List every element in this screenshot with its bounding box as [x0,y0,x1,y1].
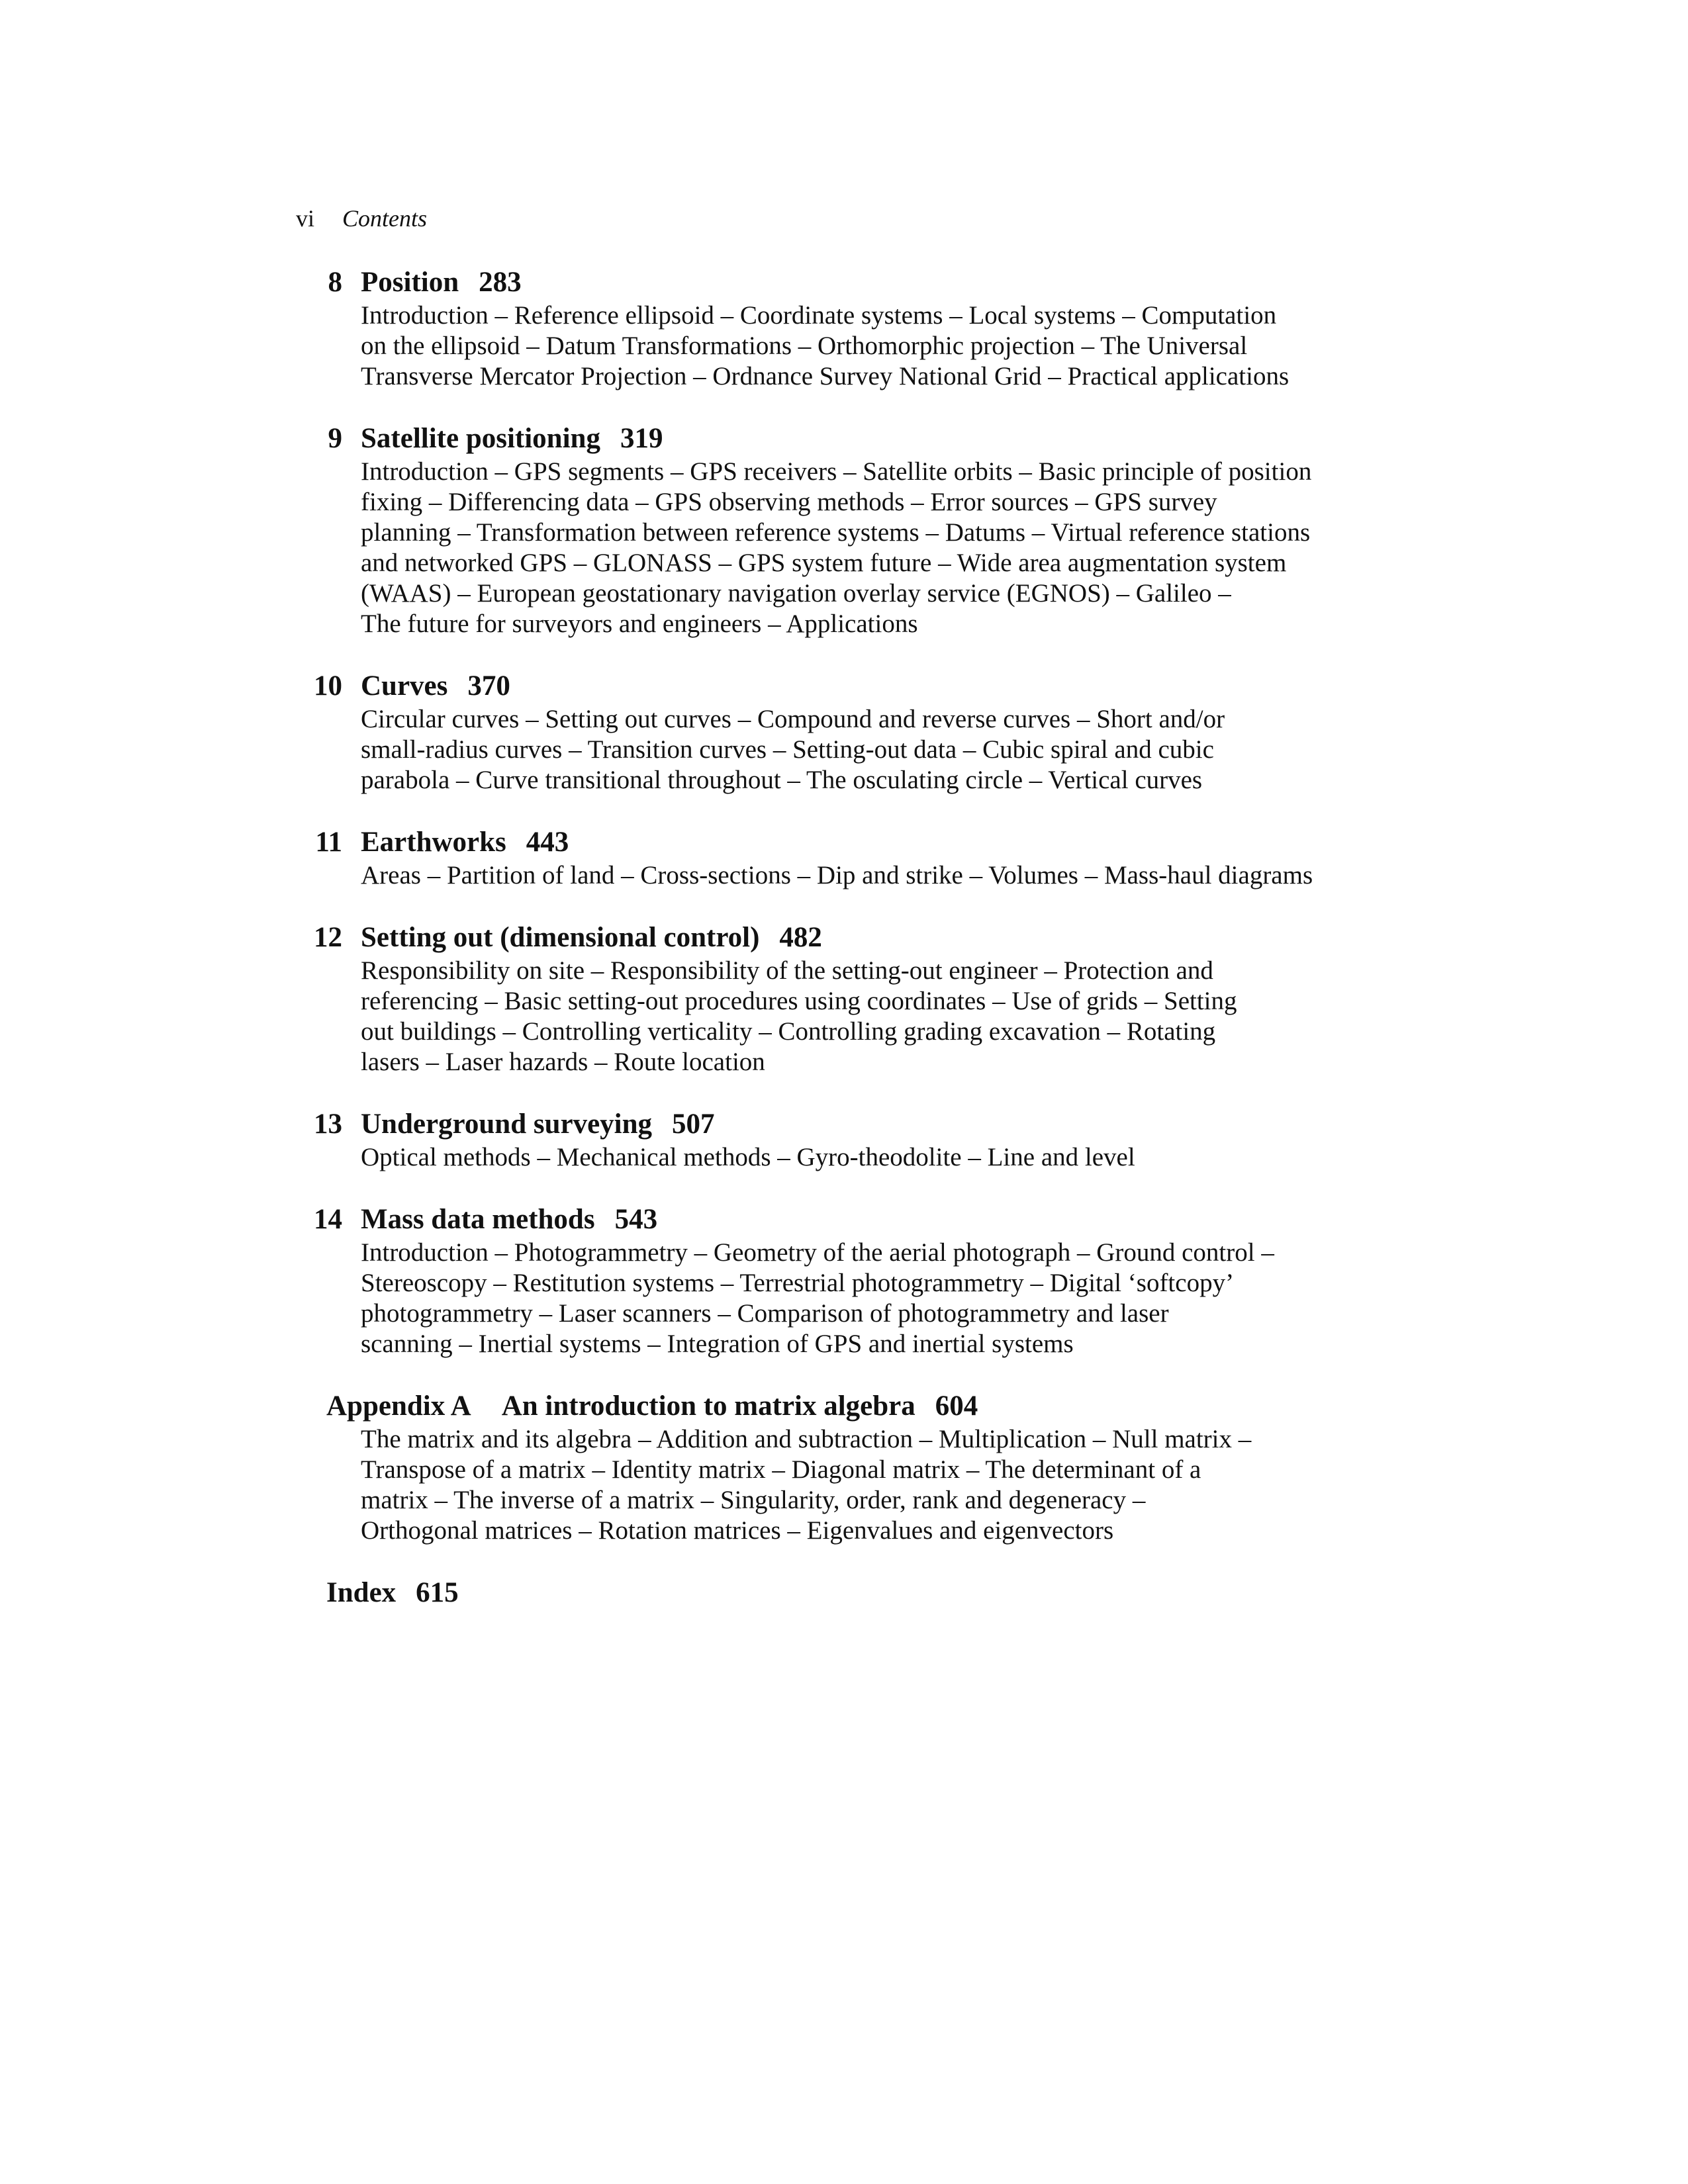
chapter-number: 10 [314,670,342,702]
chapter-topics: Introduction – Photogrammetry – Geometry of the aerial photograph – Ground control – Stereoscopy – Restitution systems – Terrestrial photogrammetry – Digital ‘softcopy’ photogrammetry – Laser scanners – Comparison of photogrammetry and laser scanning – Inertial systems – Integration of GPS and inertial systems [361,1238,1274,1358]
chapter-heading [296,421,1421,457]
chapter-page-number: 319 [620,423,663,454]
chapter-topics: Introduction – GPS segments – GPS receivers – Satellite orbits – Basic principle of position fixing – Differencing data – GPS observing methods – Error sources – GPS survey planning – Transformation between reference systems – Datums – Virtual reference stations and networked GPS – GLONASS – GPS system future – Wide area augmentation system (WAAS) – European geostationary navigation overlay service (EGNOS) – Galileo – The future for surveyors and engineers – Applications [361,457,1312,638]
toc-entry-appendix-a [296,1388,1421,1546]
chapter-number: 14 [314,1204,342,1235]
chapter-number: 12 [314,922,342,953]
chapter-topics: Responsibility on site – Responsibility of the setting-out engineer – Protection and referencing – Basic setting-out procedures using coordinates – Use of grids – Setting out buildings – Controlling verticality – Controlling grading excavation – Rotating lasers – Laser hazards – Route location [361,956,1237,1076]
chapter-number: 13 [314,1109,342,1140]
toc-entry-chapter-13 [296,1107,1421,1173]
chapter-topics: Introduction – Reference ellipsoid – Coordinate systems – Local systems – Computation on the ellipsoid – Datum Transformations – Orthomorphic projection – The Universal Transverse Mercator Projection – Ordnance Survey National Grid – Practical applications [361,301,1289,390]
chapter-heading [296,825,1421,860]
index-title: Index [326,1577,397,1608]
chapter-title: Earthworks [361,827,506,858]
toc-entry-chapter-10 [296,668,1421,796]
chapter-number: 9 [328,423,342,454]
chapter-number: 8 [328,267,342,298]
toc-entry-chapter-14 [296,1202,1421,1359]
chapter-title: Curves [361,670,448,702]
appendix-topics: The matrix and its algebra – Addition and subtraction – Multiplication – Null matrix – Transpose of a matrix – Identity matrix – Diagonal matrix – The determinant of a matrix – The inverse of a matrix – Singularity, order, rank and degeneracy – Orthogonal matrices – Rotation matrices – Eigenvalues and eigenvectors [361,1425,1252,1545]
appendix-label: Appendix A [326,1390,471,1422]
running-head [296,204,427,233]
chapter-title: Satellite positioning [361,423,600,454]
chapter-page-number: 443 [526,827,569,858]
chapter-heading [296,265,1421,300]
chapter-topics: Optical methods – Mechanical methods – Gyro-theodolite – Line and level [361,1143,1135,1171]
chapter-page-number: 283 [479,267,522,298]
toc-entry-chapter-9 [296,421,1421,639]
chapter-number: 11 [315,827,342,858]
chapter-heading [296,1107,1421,1142]
chapter-topics: Areas – Partition of land – Cross-sections – Dip and strike – Volumes – Mass-haul diagrams [361,861,1313,889]
appendix-heading [296,1388,1421,1424]
chapter-page-number: 543 [614,1204,658,1235]
chapter-title: Underground surveying [361,1109,653,1140]
appendix-title: An introduction to matrix algebra [501,1390,915,1422]
chapter-title: Position [361,267,459,298]
chapter-page-number: 370 [467,670,510,702]
chapter-heading [296,668,1421,704]
toc-entry-chapter-11 [296,825,1421,891]
chapter-title: Mass data methods [361,1204,595,1235]
index-page-number: 615 [416,1577,459,1608]
toc-entry-index [296,1575,1421,1611]
index-heading [296,1575,1421,1611]
table-of-contents [296,265,1421,1640]
chapter-page-number: 507 [672,1109,715,1140]
chapter-title: Setting out (dimensional control) [361,922,760,953]
running-head-title: Contents [342,205,428,232]
chapter-heading [296,920,1421,956]
appendix-page-number: 604 [935,1390,978,1422]
chapter-page-number: 482 [779,922,822,953]
chapter-topics: Circular curves – Setting out curves – Compound and reverse curves – Short and/or small-radius curves – Transition curves – Setting-out data – Cubic spiral and cubic parabola – Curve transitional throughout – The osculating circle – Vertical curves [361,705,1225,794]
chapter-heading [296,1202,1421,1238]
toc-entry-chapter-8 [296,265,1421,392]
page-folio: vi [296,205,315,232]
toc-entry-chapter-12 [296,920,1421,1077]
